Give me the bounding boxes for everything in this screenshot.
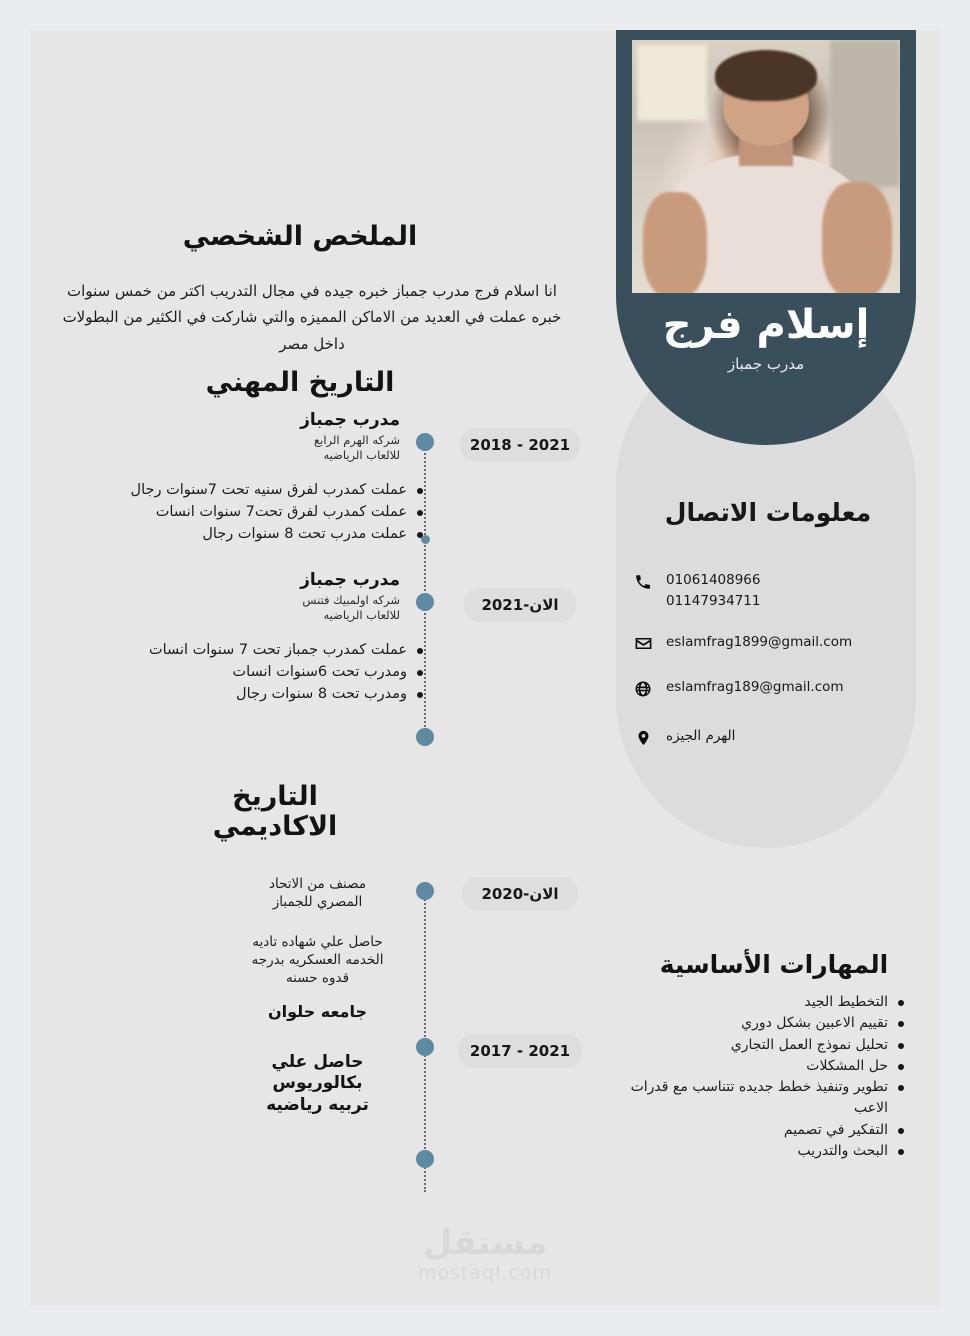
skills-title: المهارات الأساسية [659, 950, 889, 979]
edu-1-date: 2020-الان [462, 877, 578, 911]
timeline-dot-job-1 [416, 433, 434, 451]
cv-page [30, 30, 940, 1306]
edu-2-date: 2017 - 2021 [458, 1034, 582, 1068]
location-pin-icon [632, 727, 654, 749]
contact-info-title: معلومات الاتصال [664, 498, 872, 527]
personal-summary-text: انا اسلام فرج مدرب جمباز خبره جيده في مجال التدريب اكتر من خمس سنوات خبره عملت في العديد من الاماكن المميزه والتي شاركت في الكثير من البطولات داخل مصر [62, 282, 562, 353]
job-1-bullets [95, 480, 425, 545]
edu-2-institution: جامعه حلوان [268, 1002, 367, 1021]
skill-item: تطوير وتنفيذ خطط جديده تتناسب مع قدرات الاعب [606, 1077, 906, 1120]
header-shield [616, 30, 916, 445]
academic-history-title [90, 782, 460, 842]
job-1-bullet: عملت مدرب تحت 8 سنوات رجال [95, 524, 425, 546]
phone-number: 01061408966 [666, 572, 761, 588]
job-2-date: 2021-الان [464, 588, 576, 622]
personal-summary-title: الملخص الشخصي [182, 221, 418, 252]
candidate-job-title: مدرب جمباز [727, 355, 805, 373]
skill-item: تحليل نموذج العمل التجاري [606, 1035, 906, 1056]
globe-icon [632, 678, 654, 700]
skill-item: التخطيط الجيد [606, 992, 906, 1013]
edu-2-text: حاصل علي شهاده تاديه الخدمه العسكريه بدرجه قدوه حسنه [251, 934, 384, 987]
avatar [632, 40, 900, 293]
skill-item: التفكير في تصميم [606, 1120, 906, 1141]
skills-list [598, 992, 924, 1162]
academic-title-line-2: الاكاديمي [212, 811, 338, 843]
job-2-bullets [95, 640, 425, 705]
candidate-name: إسلام فرج [662, 302, 870, 348]
contact-row-phone[interactable] [616, 570, 916, 612]
envelope-icon [632, 633, 654, 655]
skill-item: البحث والتدريب [606, 1141, 906, 1162]
contact-row-website[interactable] [616, 677, 916, 700]
job-2-bullet: عملت كمدرب جمباز تحت 7 سنوات انسات [95, 640, 425, 662]
job-1-role: مدرب جمباز [300, 410, 400, 430]
skill-item: حل المشكلات [606, 1056, 906, 1077]
timeline-minor-dot [421, 535, 430, 544]
skill-item: تقييم الاعبين بشكل دوري [606, 1013, 906, 1034]
edu-1-text: مصنف من الاتحاد المصري للجمباز [268, 876, 367, 911]
job-2-org: شركه اولمبيك فتنس للالعاب الرياضيه [302, 593, 400, 622]
contact-row-email[interactable] [616, 632, 916, 655]
timeline-dot-job-2 [416, 593, 434, 611]
email-value: eslamfrag1899@gmail.com [666, 633, 853, 650]
job-1-bullet: عملت كمدرب لفرق تحت7 سنوات انسات [95, 502, 425, 524]
right-column [600, 30, 940, 1306]
professional-history-title: التاريخ المهني [205, 367, 395, 398]
job-1-bullet: عملت كمدرب لفرق سنيه تحت 7سنوات رجال [95, 480, 425, 502]
contact-row-address[interactable] [616, 726, 916, 749]
job-1-date: 2018 - 2021 [460, 428, 580, 462]
contact-rows [616, 570, 916, 769]
academic-title-line-1: التاريخ [232, 781, 318, 812]
phone-number: 01147934711 [666, 592, 761, 609]
address-value: الهرم الجيزه [666, 727, 736, 744]
edu-2-degree: حاصل علي بكالوريوس تربيه رياضيه [266, 1052, 369, 1115]
watermark-arabic: مستقل [422, 1223, 548, 1263]
phone-values [666, 570, 760, 612]
job-1-org: شركه الهرم الرابع للالعاب الرياضيه [314, 433, 400, 462]
job-2-role: مدرب جمباز [300, 570, 400, 590]
timeline-dot-professional-end [416, 728, 434, 746]
timeline-dot-edu-1 [416, 882, 434, 900]
website-value: eslamfrag189@gmail.com [666, 678, 844, 695]
profile-photo-frame [632, 40, 900, 293]
watermark-latin: mostaql.com [417, 1262, 553, 1284]
timeline-dot-academic-end [416, 1150, 434, 1168]
job-2-bullet: ومدرب تحت 8 سنوات رجال [95, 684, 425, 706]
main-column [30, 30, 600, 1306]
job-2-bullet: ومدرب تحت 6سنوات انسات [95, 662, 425, 684]
phone-icon [632, 571, 654, 593]
timeline-dot-edu-2 [416, 1038, 434, 1056]
